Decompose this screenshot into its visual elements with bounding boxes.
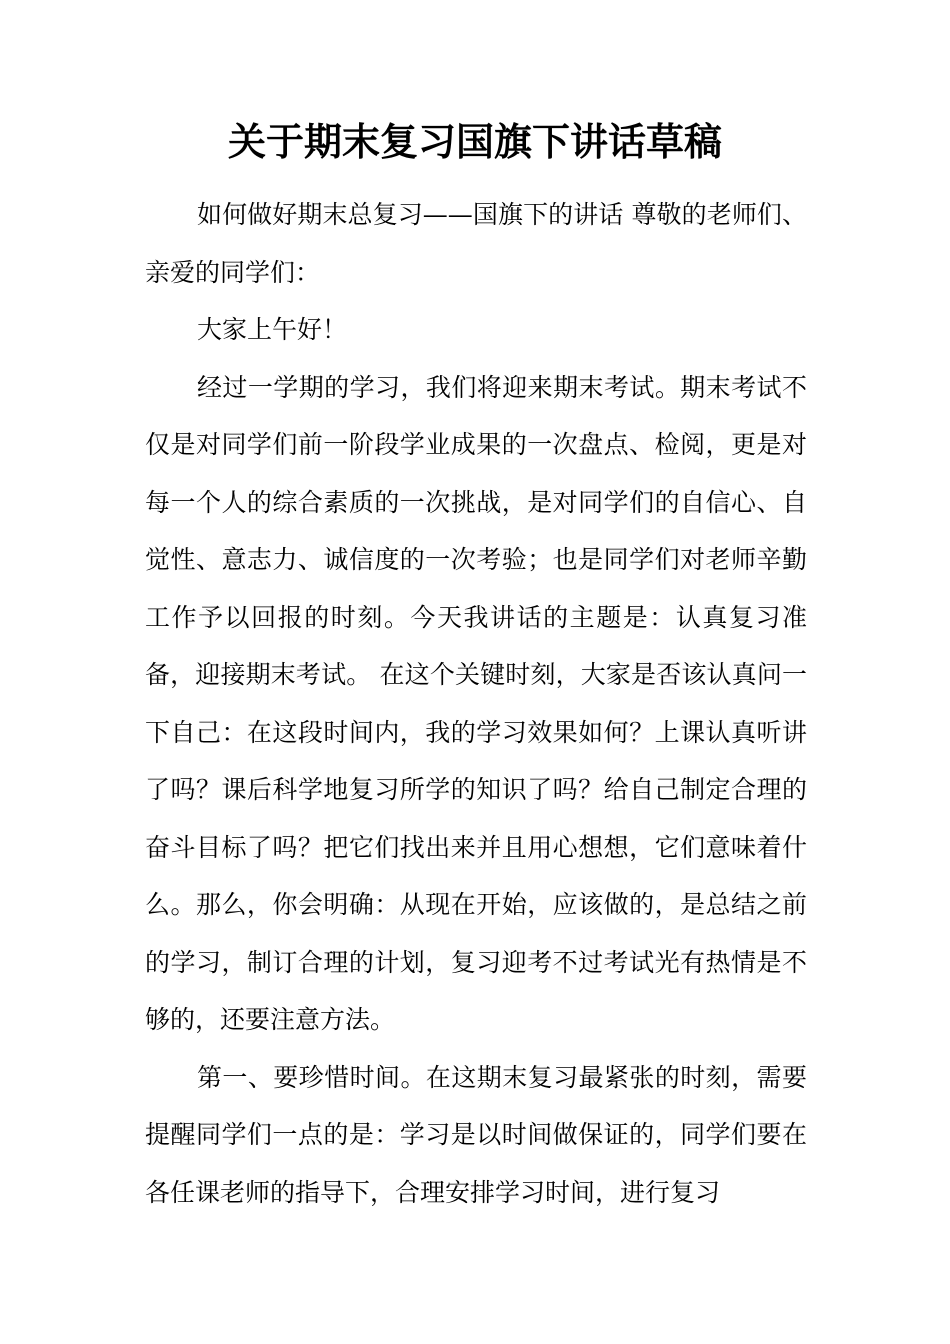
paragraph-greeting: 如何做好期末总复习——国旗下的讲话 尊敬的老师们、亲爱的同学们： (145, 200, 807, 287)
document-body (145, 186, 807, 1221)
document-title: 关于期末复习国旗下讲话草稿 (227, 119, 722, 164)
paragraph-salutation: 大家上午好！ (197, 315, 348, 344)
paragraph-point-one: 第一、要珍惜时间。在这期末复习最紧张的时刻，需要提醒同学们一点的是：学习是以时间做保证的，同学们要在各任课老师的指导下，合理安排学习时间，进行复习 (145, 1062, 807, 1207)
paragraph-introduction: 经过一学期的学习，我们将迎来期末考试。期末考试不仅是对同学们前一阶段学业成果的一次盘点、检阅，更是对每一个人的综合素质的一次挑战，是对同学们的自信心、自觉性、意志力、诚信度的一次考验；也是同学们对老师辛勤工作予以回报的时刻。今天我讲话的主题是：认真复习准备，迎接期末考试。 在这个关键时刻，大家是否该认真问一下自己：在这段时间内，我的学习效果如何？上课认真听讲了吗？课后科学地复习所学的知识了吗？给自己制定合理的奋斗目标了吗？把它们找出来并且用心想想，它们意味着什么。那么，你会明确：从现在开始，应该做的，是总结之前的学习，制订合理的计划，复习迎考不过考试光有热情是不够的，还要注意方法。 (145, 372, 807, 1034)
